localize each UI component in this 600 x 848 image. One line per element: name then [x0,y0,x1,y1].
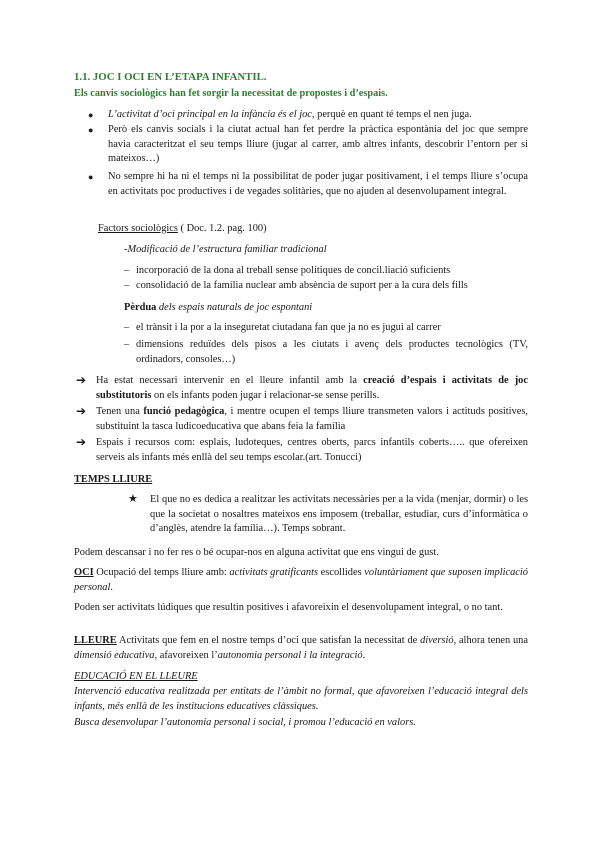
arrow-icon: ➔ [76,404,87,418]
section-subtitle: Els canvis sociològics han fet sorgir la necessitat de propostes i d’espais. [74,88,388,99]
bullet-icon: ● [88,110,94,120]
lleure-definition: LLEURE Activitats que fem en el nostre temps d’oci que satisfan la necessitat de diversió, alhora tenen una dimensió educativa, afavoreixen l’autonomia personal i la integració. [74,635,528,661]
section-title: 1.1. JOC I OCI EN L’ETAPA INFANTIL. [74,71,267,83]
bullet-item: ● No sempre hi ha ni el temps ni la possibilitat de poder jugar positivament, i el temps lliure s’ocupa en activitats poc productives i de vegades solitàries, que no ajuden al desenvolupament integral. [88,171,528,197]
list-item: – consolidació de la família nuclear amb absència de suport per a la cura dels fills [124,280,468,291]
factors-heading: Factors sociològics ( Doc. 1.2. pag. 100) [98,223,267,234]
arrow-item: ➔ Tenen una funció pedagògica, i mentre ocupen el temps lliure transmeten valors i actituds positives, substituint la tasca ludicoeducativa que abans feia la família [76,404,528,432]
bullet-item: ● Però els canvis socials i la ciutat actual han fet perdre la pràctica espontània del joc que sempre havia caracteritzat el seu temps lliure (jugar al carrer, amb altres infants, descobrir l’entorn per si mateixos…) [88,124,528,164]
bullet-item: ● L’activitat d’oci principal en la infància és el joc, perquè en quant té temps el nen juga. [88,108,528,123]
bullet-icon: ● [88,125,94,135]
educacio-heading: EDUCACIÓ EN EL LLEURE [74,671,198,682]
factors-group-title: Pèrdua dels espais naturals de joc espontani [124,302,313,313]
educacio-paragraph: Busca desenvolupar l’autonomia personal i social, i promou l’educació en valors. [74,717,416,728]
star-item: ★ El que no es dedica a realitzar les activitats necessàries per a la vida (menjar, dormir) o les que la societat o nosaltres mateixos ens imposem (treballar, estudiar, curs d’informàtica o d’anglès, atendre la família…). Temps sobrant. [128,493,528,534]
arrow-item: ➔ Espais i recursos com: esplais, ludoteques, centres oberts, parcs infantils coberts….. que ofereixen serveis als infants més enllà del seu temps escolar.(art. Tonucci) [76,435,528,463]
temps-lliure-heading: TEMPS LLIURE [74,474,153,485]
bullet-icon: ● [88,172,94,182]
oci-definition: OCI Ocupació del temps lliure amb: activitats gratificants escollides voluntàriament que suposen implicació personal. [74,567,529,593]
temps-lliure-paragraph: Podem descansar i no fer res o bé ocupar-nos en alguna activitat que ens vingui de gust. [74,547,439,558]
educacio-paragraph: Intervenció educativa realitzada per entitats de l’àmbit no formal, que afavoreixen l’educació integral dels infants, més enllà de les institucions educatives clàssiques. [74,686,528,712]
arrow-item: ➔ Ha estat necessari intervenir en el lleure infantil amb la creació d’espais i activitats de joc substitutoris on els infants poden jugar i relacionar-se sense perills. [76,373,528,401]
list-item: – incorporació de la dona al treball sense polítiques de concil.liació suficients [124,265,451,276]
list-item: – el trànsit i la por a la inseguretat ciutadana fan que ja no es jugui al carrer [124,322,441,333]
star-icon: ★ [128,493,138,505]
arrow-icon: ➔ [76,435,87,449]
factors-group-title: -Modificació de l’estructura familiar tradicional [124,244,327,255]
arrow-icon: ➔ [76,373,87,387]
oci-paragraph: Poden ser activitats lúdiques que resultin positives i afavoreixin el desenvolupament integral, o no tant. [74,602,503,613]
list-item: – dimensions reduïdes dels pisos a les ciutats i avenç dels productes tecnològics (TV, ordinadors, consoles…) [124,339,528,365]
